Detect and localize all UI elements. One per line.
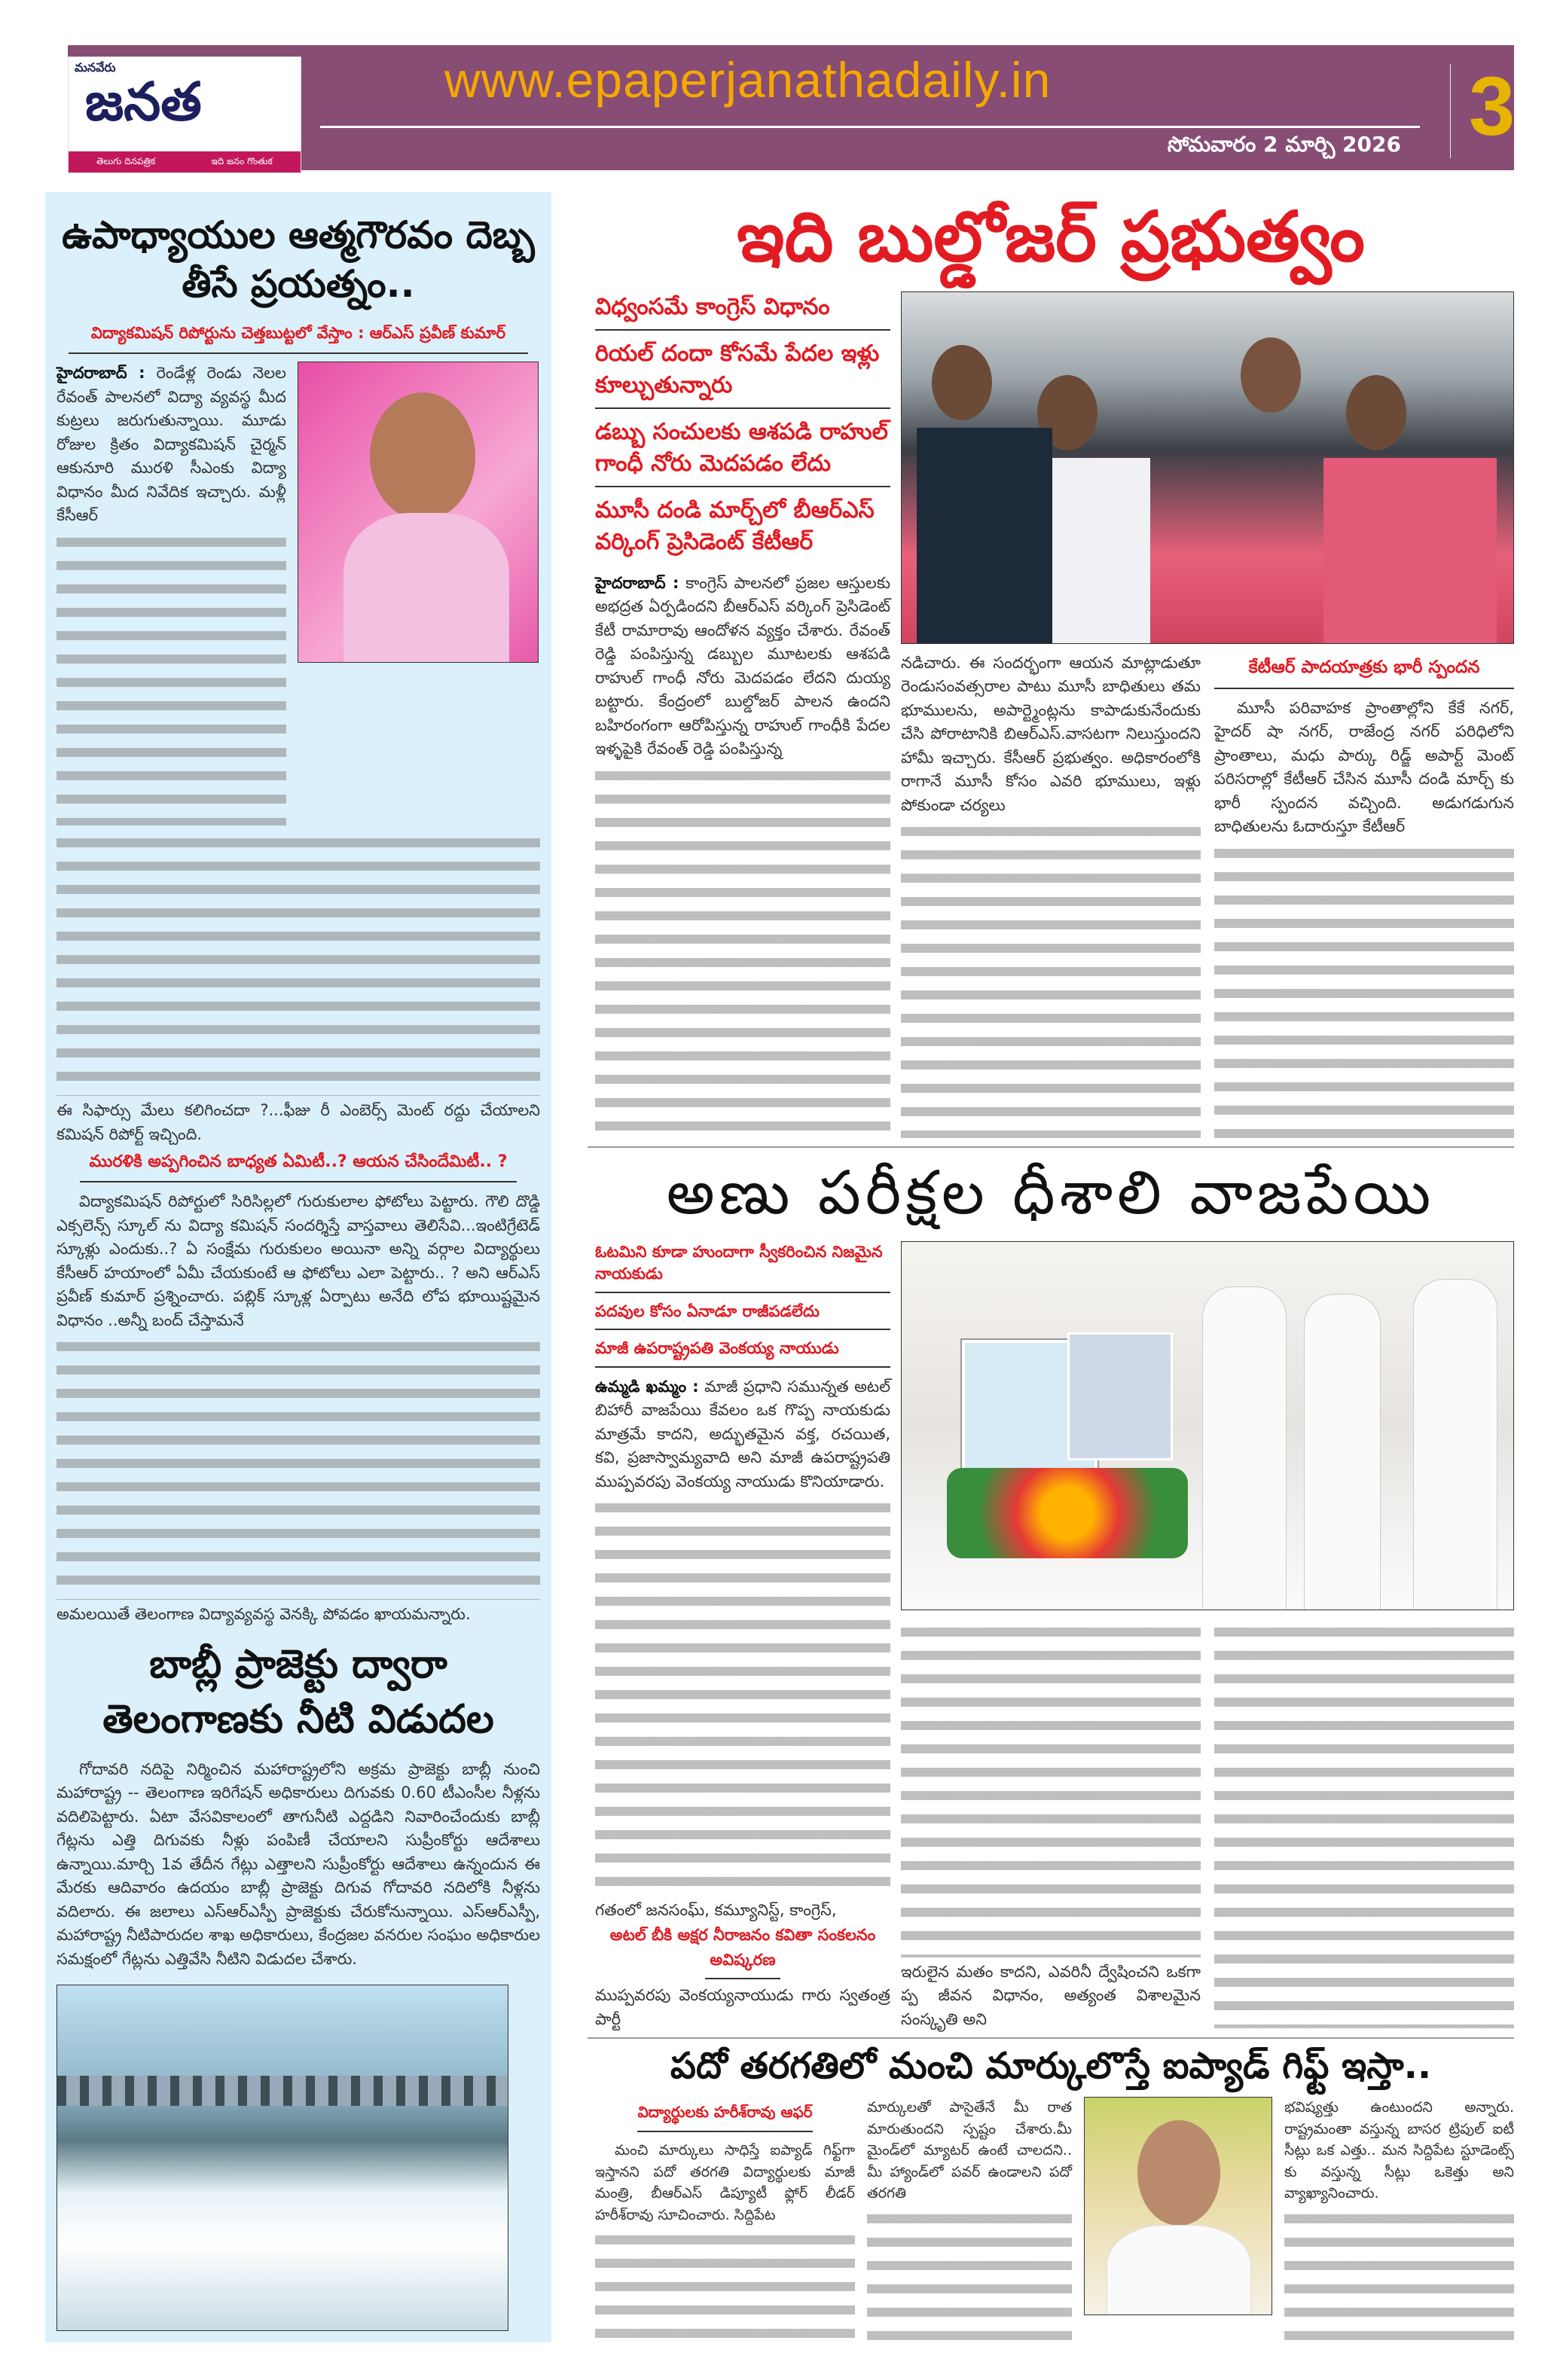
paragraph: గతంలో జనసంఘ్, కమ్యూనిస్ట్, కాంగ్రెస్,: [595, 1901, 837, 1920]
paragraph: [595, 1375, 890, 1494]
paragraph: మార్కులతో పాసైతేనే మీ రాత మారుతుందని స్పష్టం చేశారు.మీ మైండ్‌లో మ్యాటర్ ఉంటే చాలదని.. మీ హ్యాండ్‌లో పవర్ ఉండాలని పదో తరగతి: [867, 2099, 1072, 2202]
article-text-continued: [56, 1335, 540, 1600]
headline-ipad-gift: పదో తరగతిలో మంచి మార్కులొస్తే ఐప్యాడ్ గిఫ్ట్ ఇస్తా..: [670, 2045, 1432, 2087]
headline-vajpayee: అణు పరీక్షల ధీశాలి వాజపేయి: [666, 1158, 1436, 1228]
paragraph: రెండేళ్ల రెండు నెలల రేవంత్ పాలనలో విద్యా వ్యవస్థ మీద కుట్రలు జరుగుతున్నాయి. మూడు రోజుల క్రితం విద్యాకమిషన్ చైర్మన్ ఆకునూరి మురళి సీఎంకు విద్యా విధానం మీద నివేదిక ఇచ్చారు. మళ్లీ కేసీఆర్: [56, 364, 286, 524]
article-text-continued: [595, 2229, 855, 2341]
logo-tag-right: ఇది జనం గొంతుక: [211, 155, 273, 166]
intro-row: [56, 362, 540, 828]
page-number: 3: [1469, 60, 1516, 153]
article-text-continued: [901, 1621, 1201, 1957]
divider: [1450, 64, 1451, 158]
paragraph: అమలయితే తెలంగాణ విద్యావ్యవస్థ వెనక్కి పోవడం ఖాయమన్నారు.: [56, 1605, 471, 1624]
paragraph: ముప్పవరపు వెంకయ్యనాయుడు గారు స్వతంత్ర పార్టీ: [595, 1986, 890, 2028]
subhead-harish-offer: విద్యార్థులకు హరీశ్‌రావు ఆఫర్: [637, 2103, 812, 2132]
paragraph: భవిష్యత్తు ఉంటుందని అన్నారు. రాష్ట్రమంతా వస్తున్న బాసర ట్రిపుల్ ఐటీ సీట్లు ఒక ఎత్తు.. మన సిద్దిపేట స్టూడెంట్స్ కు వస్తున్న సీట్లు ఒకెత్తు అని వ్యాఖ్యానించారు.: [1284, 2099, 1514, 2202]
story-bulldozer: [588, 192, 1514, 1141]
article-text-continued: [595, 764, 890, 1138]
story-vajpayee: [588, 1154, 1514, 2031]
logo-small-text: మనవేరు: [75, 60, 116, 75]
subhead: రియల్ దందా కోసమే పేదల ఇళ్లు కూల్చుతున్నారు: [595, 338, 890, 409]
paragraph: మంచి మార్కులు సాధిస్తే ఐప్యాడ్ గిఫ్ట్‌గా ఇస్తానని పదో తరగతి విద్యార్థులకు మాజీ మంత్రి, బీఆర్ఎస్ డిప్యూటీ ఫ్లోర్ లీడర్ హరీశ్‌రావు సూచించారు. సిద్దిపేట: [595, 2142, 855, 2223]
headline-teachers: ఉపాధ్యాయుల ఆత్మగౌరవం దెబ్బ తీసే ప్రయత్నం..: [62, 213, 535, 306]
paragraph: విద్యాకమిషన్ రిపోర్టులో సిరిసిల్లలో గురుకులాల ఫోటోలు పెట్టారు. గౌలి దొడ్డి ఎక్సలెన్స్ స్కూల్ ను విద్యా కమిషన్ సందర్శిస్తే వాస్తవాలు తెలిసేవి...ఇంటిగ్రేటెడ్ స్కూళ్లు ఎందుకు..? ఏ సంక్షేమ గురుకులం అయినా అన్ని వర్గాల విద్యార్థులు కేసీఆర్ హయాంలో ఏమీ చేయకుంటే ఆ ఫోటోలు ఎలా పెట్టారు.. ? అని ఆర్ఎస్ ప్రవీణ్ కుమార్ ప్రశ్నించారు. పబ్లిక్ స్కూళ్ల ఏర్పాటు అనేది లోప భూయిష్టమైన విధానం ..అన్నీ బంద్ చేస్తామనే: [56, 1192, 540, 1329]
divider: [705, 1978, 780, 1979]
subhead: మాజీ ఉపరాష్ట్రపతి వెంకయ్య నాయుడు: [595, 1338, 890, 1367]
article-text: [56, 362, 286, 528]
article-text-continued: [56, 531, 286, 826]
divider: [588, 1146, 1514, 1148]
headline-bulldozer: ఇది బుల్డోజర్ ప్రభుత్వం: [737, 197, 1365, 277]
story-ipad: [588, 2043, 1514, 2344]
issue-date: సోమవారం 2 మార్చి 2026: [1167, 132, 1401, 157]
paragraph: గోదావరి నదిపై నిర్మించిన మహారాష్ట్రలోని అక్రమ ప్రాజెక్టు బాబ్లీ నుంచి మహారాష్ట్ర -- తెలంగాణ ఇరిగేషన్ అధికారులు దిగువకు 0.60 టీఎంసీల నీళ్లను వదిలిపెట్టారు. ఏటా వేసవికాలంలో తాగునీటి ఎద్దడిని నివారించేందుకు బాబ్లీ గేట్లను ఎత్తి దిగువకు నీళ్లు పంపిణీ చేయాలని సుప్రీంకోర్టు ఆదేశాలు ఉన్నాయి.మార్చి 1వ తేదీన గేట్లు ఎత్తాలని సుప్రీంకోర్టు ఆదేశాలు ఉన్నందున ఈ మేరకు ఆదివారం ఉదయం బాబ్లీ ప్రాజెక్టు దిగువ గోదావరి నదిలోకి నీళ్లను వదిలారు. ఈ జలాలు ఎస్ఆర్ఎస్పీ ప్రాజెక్టుకు చేరుకోనున్నాయి. ఎస్ఆర్ఎస్పీ, మహారాష్ట్ర నీటిపారుదల శాఖ అధికారులు, కేంద్రజల వనరుల సంఘం అధికారుల సమక్షంలో గేట్లను ఎత్తివేసి నీటిని విడుదల చేశారు.: [56, 1759, 540, 1968]
dateline: హైదరాబాద్ :: [595, 573, 679, 592]
article-text-continued: [56, 831, 540, 1096]
subhead-poetry-release: అటల్ బీకి అక్షర నీరాజనం కవితా సంకలనం అవిష్కరణ: [609, 1925, 876, 1970]
photo-venkaiah-naidu-event: [901, 1241, 1514, 1610]
article-text-continued: [901, 820, 1201, 1138]
article-text-continued: [1214, 842, 1514, 1138]
subhead: పదవుల కోసం ఏనాడూ రాజీపడలేదు: [595, 1301, 890, 1330]
paragraph: ఇరులైన మతం కాదని, ఎవరినీ ద్వేషించని ఒకగా ప్ప జీవన విధానం, అత్యంత విశాలమైన సంస్కృతి అని: [901, 1962, 1201, 2028]
story-body: [588, 2097, 1514, 2344]
paragraph: నడిచారు. ఈ సందర్భంగా ఆయన మాట్లాడుతూ రెండుసంవత్సరాల పాటు మూసీ బాధితులు తమ భూములను, అపార్ట్మెంట్లను కాపాడుకునేందుకు చేసి పోరాటానికి బిఆర్ఎస్.వాసటగా నిలుస్తుందని హామీ ఇచ్చారు. కేసీఆర్ ప్రభుత్వం. అధికారంలోకి రాగానే మూసీ కోసం ఎవరి భూములు, ఇళ్లు పోకుండా చర్యలు: [901, 653, 1201, 814]
subhead-murali: మురళికి అప్పగించిన బాధ్యత ఏమిటీ..? ఆయన చేసిందేమిటీ.. ?: [80, 1152, 517, 1182]
article-text-continued: [595, 1497, 890, 1896]
subhead: మూసీ దండి మార్చ్‌లో బీఆర్ఎస్ వర్కింగ్ ప్రెసిడెంట్ కేటీఆర్: [595, 496, 875, 555]
paragraph: [595, 572, 890, 761]
story-body: [588, 291, 1514, 1141]
dateline: ఉమ్మడి ఖమ్మం :: [595, 1377, 699, 1396]
article-text-continued: [1214, 1621, 1514, 2028]
dateline: హైదరాబాద్ :: [56, 364, 145, 382]
photo-harish-rao: [1084, 2097, 1272, 2315]
photo-praveen-kumar: [298, 362, 539, 663]
subhead: విధ్వంసమే కాంగ్రెస్ విధానం: [595, 291, 890, 331]
paragraph-text: మాజీ ప్రధాని సమున్నత అటల్ బిహారీ వాజపేయి కేవలం ఒక గొప్ప నాయకుడు మాత్రమే కాదని, అద్భుతమైన వక్త, రచయిత, కవి, ప్రజాస్వామ్యవాది అని మాజీ ఉపరాష్ట్రపతి ముప్పవరపు వెంకయ్య నాయుడు కొనియాడారు.: [595, 1377, 890, 1491]
left-column: [45, 192, 551, 2342]
masthead: [68, 45, 1514, 170]
photo-babli-dam: [56, 1985, 508, 2331]
photo-ktr-with-children: [901, 291, 1514, 644]
logo-tagline: [69, 151, 301, 172]
newspaper-logo: [68, 56, 301, 173]
subhead: డబ్బు సంచులకు ఆశపడి రాహుల్ గాంధీ నోరు మెదపడం లేదు: [595, 416, 890, 487]
paragraph-text: కాంగ్రెస్ పాలనలో ప్రజల ఆస్తులకు అభద్రత ఏర్పడిందని బీఆర్ఎస్ వర్కింగ్ ప్రెసిడెంట్ కేటీ రామారావు ఆందోళన వ్యక్తం చేశారు. రేవంత్ రెడ్డి పంపిస్తున్న డబ్బుల మూటలకు ఆశపడి రాహుల్ గాంధీ నోరు మెదపడం లేదని దుయ్య బట్టారు. కేంద్రంలో బుల్డోజర్ పాలన ఉందని బహిరంగంగా ఆరోపిస్తున్న రాహుల్ గాంధీకి పేదల ఇళ్ళపైకి రేవంత్ రెడ్డి పంపిస్తున్న: [595, 573, 890, 758]
subhead-padayatra: కేటీఆర్ పాదయాత్రకు భారీ స్పందన: [1214, 658, 1514, 689]
article-text-continued: [1284, 2208, 1514, 2341]
divider: [588, 2037, 1514, 2039]
story-body: [588, 1241, 1514, 2031]
website-url[interactable]: www.epaperjanathadaily.in: [444, 52, 1052, 108]
paragraph: ఈ సిఫార్సు మేలు కలిగించదా ?...ఫీజు రీ ఎంబెర్స్ మెంట్ రద్దు చేయాలని కమిషన్ రిపోర్ట్ ఇచ్చింది.: [56, 1101, 540, 1143]
paragraph: మూసీ పరివాహక ప్రాంతాల్లోని కేకే నగర్, హైదర్ షా నగర్, రాజేంద్ర నగర్ పరిధిలోని ప్రాంతాలు, మధు పార్కు రిడ్జ్ అపార్ట్ మెంట్ పరిసరాల్లో కేటీఆర్ చేసిన మూసీ దండి మార్చ్ కు భారీ స్పందన వచ్చింది. అడుగడుగున బాధితులను ఓదారుస్తూ కేటీఆర్: [1214, 698, 1514, 836]
article-text-continued: [867, 2208, 1072, 2341]
logo-tag-left: తెలుగు దినపత్రిక: [96, 155, 156, 166]
subhead-report: విద్యాకమిషన్ రిపోర్టును చెత్తబుట్టలో వేస్తాం : ఆర్ఎస్ ప్రవీణ్ కుమార్: [69, 324, 528, 354]
divider: [320, 126, 1420, 128]
subhead: ఓటమిని కూడా హుందాగా స్వీకరించిన నిజమైన నాయకుడు: [595, 1241, 890, 1293]
logo-name: జనత: [85, 71, 202, 133]
headline-babli: బాబ్లీ ప్రాజెక్టు ద్వారా తెలంగాణకు నీటి విడుదల: [102, 1641, 494, 1742]
